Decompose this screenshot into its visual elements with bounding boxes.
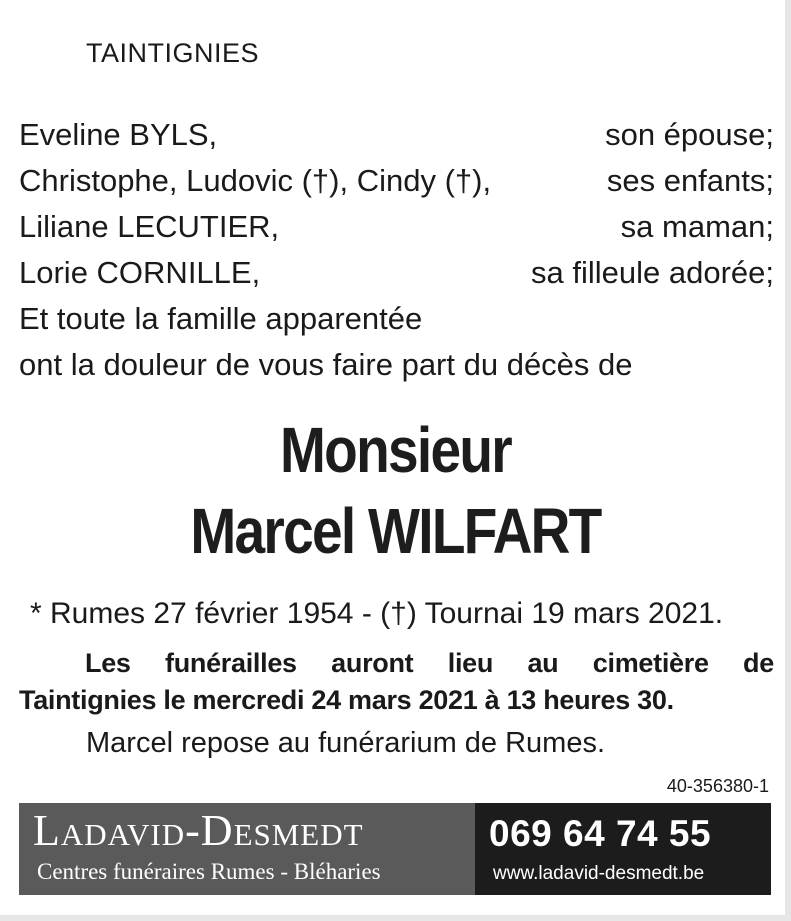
announcement-line: ont la douleur de vous faire part du décès de: [19, 347, 633, 382]
family-row: [19, 112, 774, 158]
location-heading: TAINTIGNIES: [86, 38, 260, 68]
funeral-word: lieu: [447, 648, 494, 678]
deceased-title: Monsieur: [280, 414, 511, 486]
funeral-word: funérailles: [165, 648, 297, 678]
funeral-word: auront: [331, 648, 414, 678]
family-member-relation: sa filleule adorée;: [531, 255, 774, 290]
funeral-word: cimetière: [592, 648, 709, 678]
funeral-word: de: [743, 648, 774, 678]
funeral-word: au: [527, 648, 559, 678]
family-extended-line: Et toute la famille apparentée: [19, 301, 423, 336]
phone-number: 069 64 74 55: [489, 813, 712, 854]
family-list: [19, 112, 774, 388]
family-member-name: Eveline BYLS,: [19, 117, 218, 152]
banner-brand-panel: [19, 803, 475, 895]
reference-number: 40-356380-1: [666, 776, 769, 796]
family-member-relation: son épouse;: [605, 117, 774, 152]
family-member-name: Liliane LECUTIER,: [19, 209, 280, 244]
banner-contact-panel: [475, 803, 771, 895]
page-border-bottom: [0, 915, 791, 921]
funeral-home-tagline: Centres funéraires Rumes - Bléharies: [37, 859, 381, 884]
family-row: [19, 158, 774, 204]
funeral-home-banner: [19, 803, 771, 895]
page-border-right: [785, 0, 791, 921]
deceased-name: Marcel WILFART: [190, 495, 601, 567]
funeral-word: Les: [85, 648, 131, 678]
funeral-details-line2: Taintignies le mercredi 24 mars 2021 à 13 heures 30.: [19, 685, 674, 715]
family-member-name: Lorie CORNILLE,: [19, 255, 261, 290]
family-member-name: Christophe, Ludovic (†), Cindy (†),: [19, 163, 492, 198]
family-member-relation: sa maman;: [620, 209, 774, 244]
birth-death-dates: * Rumes 27 février 1954 - (†) Tournai 19 mars 2021.: [30, 597, 724, 630]
family-row: [19, 250, 774, 296]
website-link: www.ladavid-desmedt.be: [493, 863, 705, 884]
funerarium-note: Marcel repose au funérarium de Rumes.: [86, 727, 606, 759]
family-member-relation: ses enfants;: [606, 163, 774, 198]
funeral-home-logo: Ladavid-Desmedt: [33, 806, 364, 855]
family-row: [19, 204, 774, 250]
funeral-details: [19, 645, 774, 719]
funeral-details-line1: [19, 645, 774, 682]
